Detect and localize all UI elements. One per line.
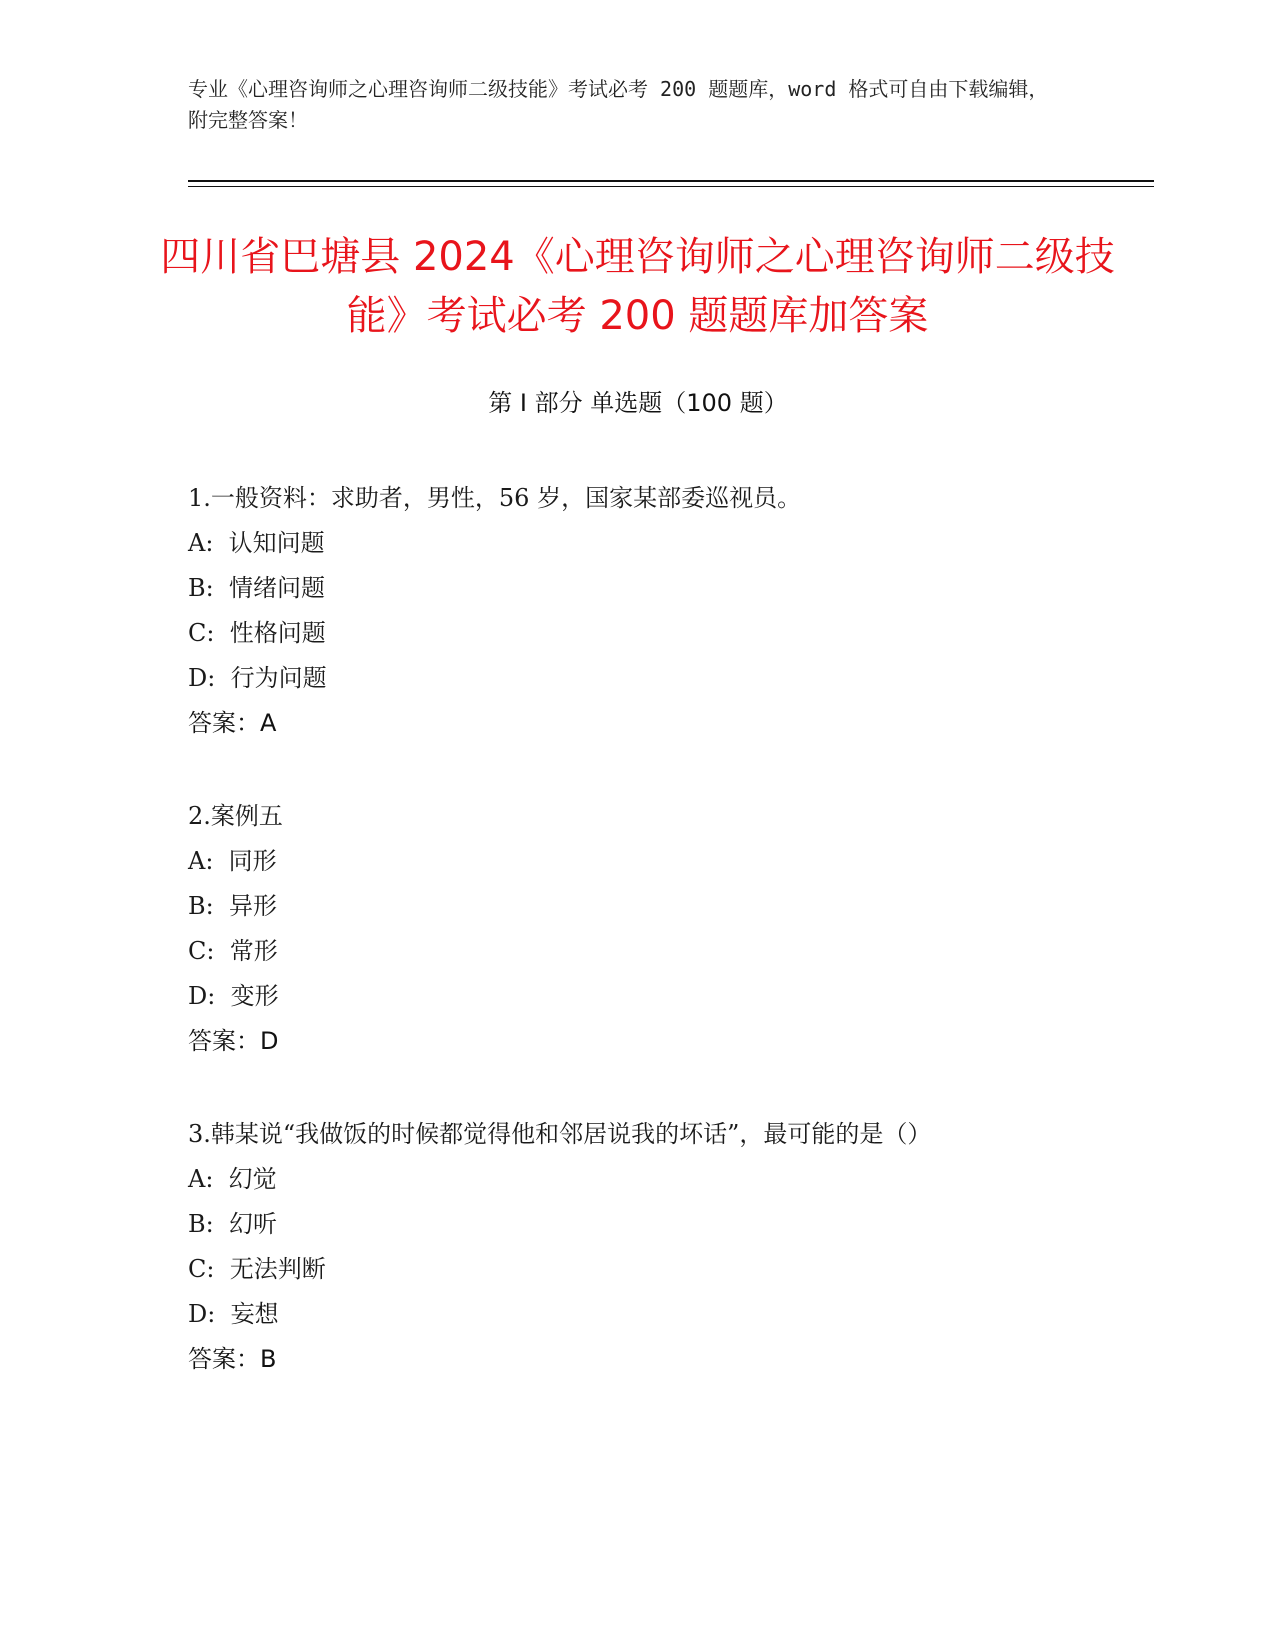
question-option-b: B: 幻听 <box>188 1210 277 1238</box>
header-rule-thick <box>188 180 1154 182</box>
question-option-a: A: 同形 <box>188 847 277 875</box>
question-option-a: A: 幻觉 <box>188 1165 277 1193</box>
question-answer: 答案：D <box>188 1027 279 1055</box>
question-option-d: D: 妄想 <box>188 1300 279 1328</box>
question-answer: 答案：B <box>188 1345 277 1373</box>
question-option-c: C: 常形 <box>188 937 278 965</box>
question-stem: 2.案例五 <box>188 802 283 830</box>
question-option-c: C: 性格问题 <box>188 619 326 647</box>
question-answer: 答案：A <box>188 709 277 737</box>
question-option-d: D: 变形 <box>188 982 279 1010</box>
question-option-a: A: 认知问题 <box>188 529 325 557</box>
header-rule-thin <box>188 186 1154 187</box>
question-option-c: C: 无法判断 <box>188 1255 326 1283</box>
header-note: 专业《心理咨询师之心理咨询师二级技能》考试必考 200 题题库，word 格式可自由下载编辑，附完整答案！ <box>188 77 1049 132</box>
question-stem: 1.一般资料：求助者，男性，56 岁，国家某部委巡视员。 <box>188 484 802 512</box>
section-heading: 第 I 部分 单选题（100 题） <box>488 389 788 417</box>
question-list <box>188 476 1068 1430</box>
question-option-b: B: 异形 <box>188 892 277 920</box>
question-option-b: B: 情绪问题 <box>188 574 325 602</box>
question-item <box>188 1112 1068 1382</box>
document-title: 四川省巴塘县 2024《心理咨询师之心理咨询师二级技能》考试必考 200 题题库加答案 <box>160 234 1115 339</box>
question-stem: 3.韩某说“我做饭的时候都觉得他和邻居说我的坏话”，最可能的是（） <box>188 1120 932 1148</box>
question-item <box>188 794 1068 1064</box>
question-item <box>188 476 1068 746</box>
question-option-d: D: 行为问题 <box>188 664 327 692</box>
